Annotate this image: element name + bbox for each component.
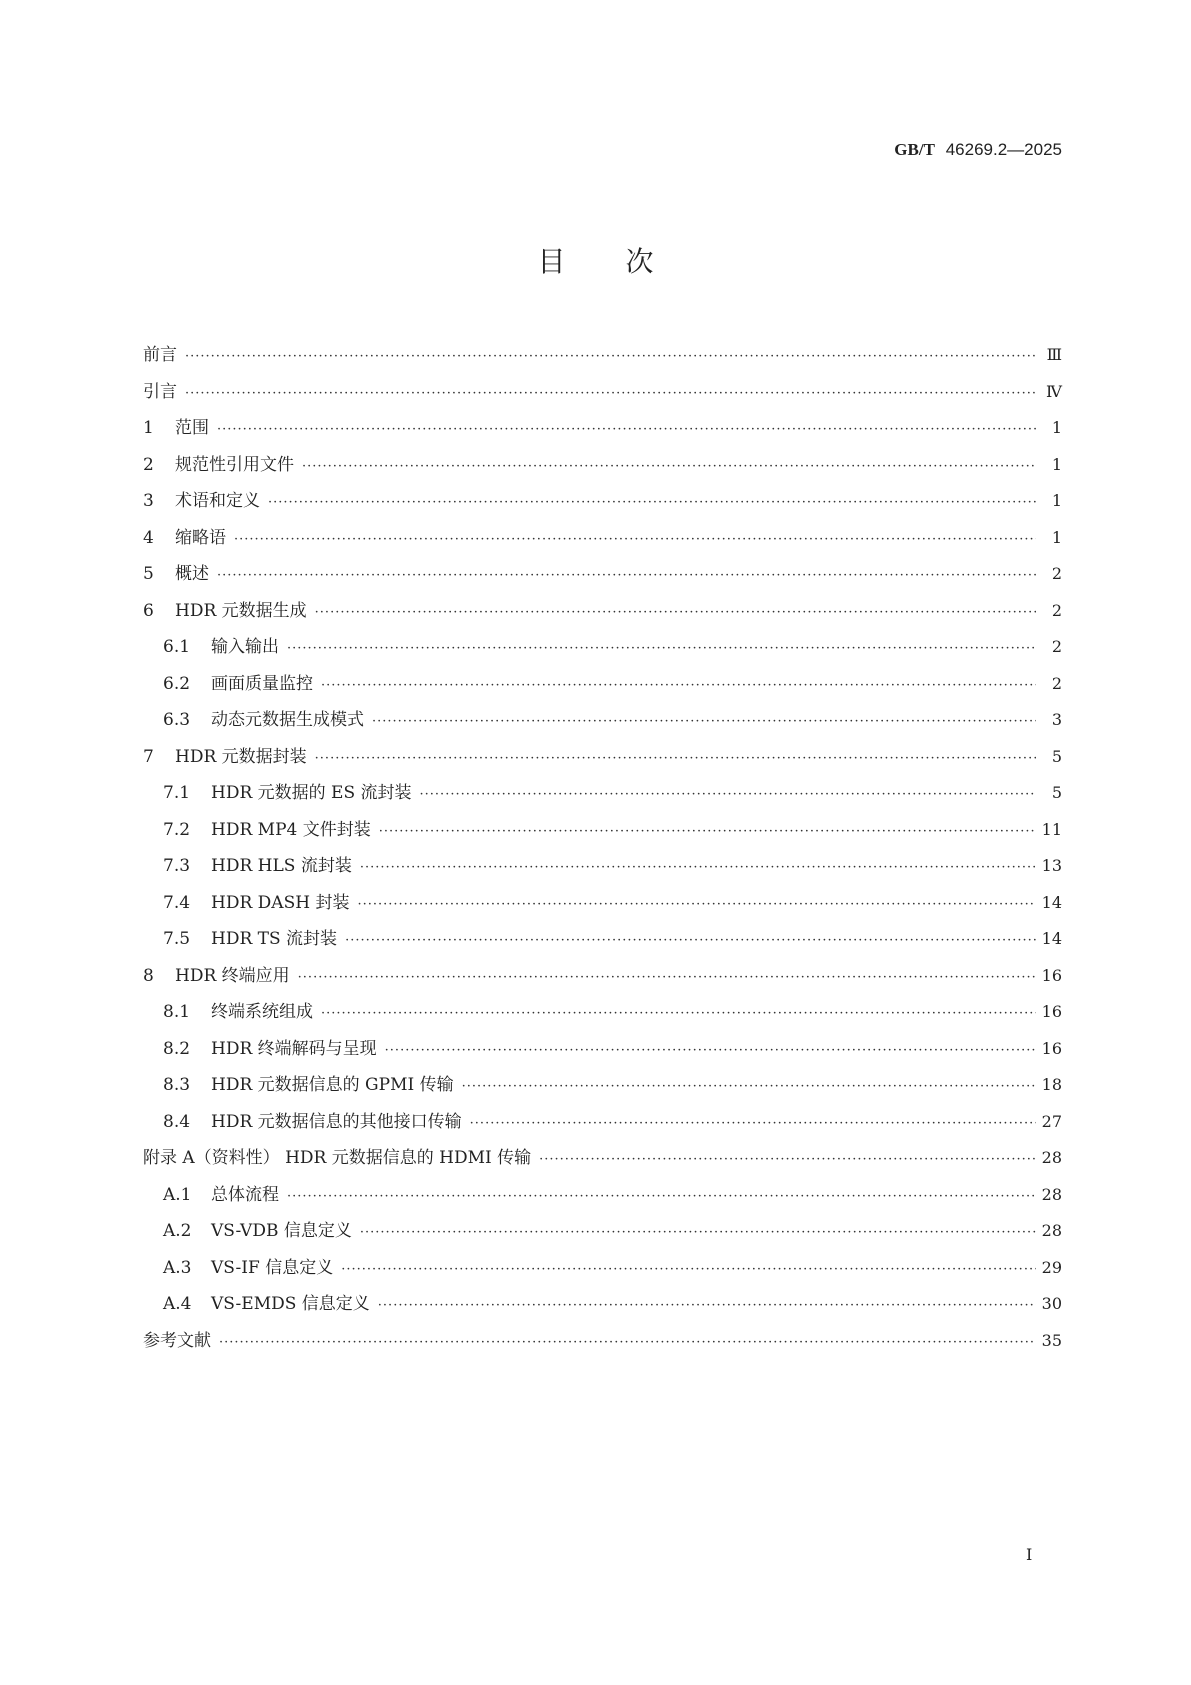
toc-entry-number: 6.1 bbox=[163, 637, 191, 657]
toc-entry[interactable] bbox=[143, 742, 1062, 779]
toc-entry-page: 18 bbox=[1041, 1075, 1062, 1094]
toc-entry-page: 2 bbox=[1051, 637, 1062, 656]
toc-entry-page: 16 bbox=[1041, 1038, 1062, 1058]
toc-entry-number: 8.3 bbox=[163, 1075, 191, 1095]
toc-entry[interactable] bbox=[143, 924, 1062, 961]
toc-entry-number: 6.2 bbox=[163, 673, 191, 694]
toc-entry-page: 28 bbox=[1041, 1221, 1062, 1240]
toc-entry-page: 30 bbox=[1041, 1294, 1062, 1313]
toc-entry[interactable] bbox=[143, 1070, 1062, 1107]
toc-entry[interactable] bbox=[143, 377, 1062, 414]
toc-entry-page: 1 bbox=[1051, 454, 1062, 474]
toc-entry-page: 14 bbox=[1041, 929, 1062, 948]
toc-entry-label: 画面质量监控 bbox=[211, 673, 313, 694]
toc-entry-number: A.2 bbox=[163, 1221, 192, 1241]
dot-leader bbox=[470, 1116, 1036, 1131]
toc-entry-number: A.3 bbox=[163, 1257, 192, 1278]
toc-entry-page: 11 bbox=[1041, 819, 1062, 839]
toc-entry[interactable] bbox=[143, 1143, 1062, 1180]
toc-entry-number: 6.3 bbox=[163, 710, 191, 730]
toc-entry[interactable] bbox=[143, 1180, 1062, 1217]
toc-entry-page: 1 bbox=[1051, 418, 1062, 437]
dot-leader bbox=[379, 824, 1036, 839]
toc-entry[interactable] bbox=[143, 669, 1062, 706]
dot-leader bbox=[185, 386, 1036, 401]
dot-leader bbox=[357, 897, 1035, 912]
toc-entry-label: 前言 bbox=[143, 345, 177, 365]
toc-entry-page: 35 bbox=[1041, 1330, 1062, 1350]
toc-entry-number: 2 bbox=[143, 454, 154, 475]
toc-entry-page: 2 bbox=[1051, 600, 1062, 620]
toc-entry-label: VS-EMDS 信息定义 bbox=[211, 1294, 370, 1314]
toc-entry[interactable] bbox=[143, 523, 1062, 560]
toc-entry-number: A.4 bbox=[163, 1294, 192, 1314]
toc-entry-number: 5 bbox=[143, 564, 154, 584]
toc-entry-label: 缩略语 bbox=[175, 527, 226, 548]
page-title: 目次 bbox=[537, 245, 714, 278]
toc-entry-page: Ⅲ bbox=[1046, 345, 1062, 364]
toc-entry-label: 引言 bbox=[143, 381, 177, 402]
dot-leader bbox=[539, 1152, 1036, 1167]
toc-entry-number: 7.2 bbox=[163, 819, 191, 840]
toc-entry-label: 参考文献 bbox=[143, 1330, 211, 1351]
dot-leader bbox=[219, 1335, 1036, 1350]
standard-number bbox=[894, 140, 1062, 160]
toc-entry-label: 输入输出 bbox=[211, 637, 279, 657]
dot-leader bbox=[341, 1262, 1035, 1277]
toc-entry[interactable] bbox=[143, 851, 1062, 888]
toc-entry-label: HDR MP4 文件封装 bbox=[211, 819, 371, 840]
dot-leader bbox=[315, 751, 1036, 766]
standard-prefix: GB/T bbox=[894, 140, 935, 159]
toc-entry-page: 1 bbox=[1051, 527, 1062, 547]
toc-entry-label: HDR 元数据生成 bbox=[175, 600, 307, 621]
toc-entry-number: 7.1 bbox=[163, 783, 191, 803]
dot-leader bbox=[420, 787, 1036, 802]
toc-entry[interactable] bbox=[143, 1289, 1062, 1326]
toc-entry[interactable] bbox=[143, 1326, 1062, 1363]
toc-entry[interactable] bbox=[143, 888, 1062, 925]
toc-entry-label: HDR 终端解码与呈现 bbox=[211, 1038, 377, 1059]
toc-entry-page: 2 bbox=[1051, 564, 1062, 583]
page-number: I bbox=[1026, 1545, 1033, 1564]
toc-entry-label: HDR 元数据封装 bbox=[175, 746, 307, 767]
toc-entry-page: 13 bbox=[1041, 856, 1062, 875]
toc-entry-label: HDR 元数据信息的 GPMI 传输 bbox=[211, 1075, 454, 1095]
toc-entry-page: 3 bbox=[1051, 710, 1062, 729]
dot-leader bbox=[287, 641, 1036, 656]
toc-entry[interactable] bbox=[143, 1253, 1062, 1290]
toc-entry-label: 范围 bbox=[175, 418, 209, 438]
toc-entry-number: 7 bbox=[143, 746, 154, 767]
toc-entry[interactable] bbox=[143, 997, 1062, 1034]
dot-leader bbox=[234, 532, 1036, 547]
dot-leader bbox=[185, 349, 1036, 364]
toc-entry[interactable] bbox=[143, 413, 1062, 450]
dot-leader bbox=[321, 678, 1036, 693]
toc-entry[interactable] bbox=[143, 705, 1062, 742]
toc-entry-label: 规范性引用文件 bbox=[175, 454, 294, 475]
toc-entry-page: 16 bbox=[1041, 965, 1062, 985]
toc-entry-label: 总体流程 bbox=[211, 1184, 279, 1205]
toc-entry-label: HDR DASH 封装 bbox=[211, 892, 350, 913]
toc-entry-number: 8 bbox=[143, 965, 154, 986]
toc-entry-number: 3 bbox=[143, 491, 154, 511]
toc-entry-number: A.1 bbox=[163, 1184, 192, 1205]
toc-entry-number: 8.4 bbox=[163, 1111, 191, 1132]
dot-leader bbox=[302, 459, 1036, 474]
toc-entry[interactable] bbox=[143, 1034, 1062, 1071]
dot-leader bbox=[217, 568, 1036, 583]
dot-leader bbox=[372, 714, 1036, 729]
toc-entry-number: 1 bbox=[143, 418, 154, 438]
toc-entry-page: Ⅳ bbox=[1046, 381, 1062, 401]
toc-entry[interactable] bbox=[143, 340, 1062, 377]
dot-leader bbox=[378, 1298, 1036, 1313]
toc-entry-label: 附录 A（资料性） HDR 元数据信息的 HDMI 传输 bbox=[143, 1148, 532, 1168]
toc-entry-label: HDR 元数据信息的其他接口传输 bbox=[211, 1111, 462, 1132]
toc-entry[interactable] bbox=[143, 596, 1062, 633]
toc-entry[interactable] bbox=[143, 486, 1062, 523]
toc-entry-label: 术语和定义 bbox=[175, 491, 260, 511]
toc-entry-page: 14 bbox=[1041, 892, 1062, 912]
standard-code: 46269.2—2025 bbox=[945, 140, 1062, 159]
toc-entry-label: 终端系统组成 bbox=[211, 1002, 313, 1022]
dot-leader bbox=[268, 495, 1036, 510]
toc-entry-label: 动态元数据生成模式 bbox=[211, 710, 364, 730]
toc-entry-page: 5 bbox=[1051, 783, 1062, 802]
toc-entry[interactable] bbox=[143, 632, 1062, 669]
toc-entry-label: VS-VDB 信息定义 bbox=[211, 1221, 352, 1241]
toc-entry-page: 28 bbox=[1041, 1148, 1062, 1167]
toc-entry-page: 1 bbox=[1051, 491, 1062, 510]
toc-entry-label: VS-IF 信息定义 bbox=[211, 1257, 334, 1278]
table-of-contents bbox=[143, 340, 1062, 1362]
toc-entry-page: 28 bbox=[1041, 1184, 1062, 1204]
toc-entry-label: HDR TS 流封装 bbox=[211, 929, 338, 949]
toc-entry[interactable] bbox=[143, 450, 1062, 487]
toc-entry[interactable] bbox=[143, 961, 1062, 998]
toc-entry-page: 27 bbox=[1041, 1111, 1062, 1131]
toc-entry[interactable] bbox=[143, 1107, 1062, 1144]
dot-leader bbox=[298, 970, 1036, 985]
toc-entry-page: 29 bbox=[1041, 1257, 1062, 1277]
toc-entry-number: 8.1 bbox=[163, 1002, 191, 1022]
dot-leader bbox=[385, 1043, 1036, 1058]
toc-entry[interactable] bbox=[143, 559, 1062, 596]
toc-entry[interactable] bbox=[143, 1216, 1062, 1253]
dot-leader bbox=[321, 1006, 1036, 1021]
toc-entry-number: 8.2 bbox=[163, 1038, 191, 1059]
toc-entry-page: 2 bbox=[1051, 673, 1062, 693]
dot-leader bbox=[360, 1225, 1036, 1240]
toc-entry-page: 5 bbox=[1051, 746, 1062, 766]
dot-leader bbox=[217, 422, 1036, 437]
dot-leader bbox=[345, 933, 1036, 948]
toc-entry-label: HDR 元数据的 ES 流封装 bbox=[211, 783, 412, 803]
toc-entry-number: 6 bbox=[143, 600, 154, 621]
toc-entry-label: 概述 bbox=[175, 564, 209, 584]
dot-leader bbox=[360, 860, 1036, 875]
toc-entry-number: 7.5 bbox=[163, 929, 191, 949]
dot-leader bbox=[287, 1189, 1036, 1204]
toc-entry[interactable] bbox=[143, 778, 1062, 815]
toc-entry-number: 4 bbox=[143, 527, 154, 548]
dot-leader bbox=[462, 1079, 1036, 1094]
toc-entry-page: 16 bbox=[1041, 1002, 1062, 1021]
dot-leader bbox=[315, 605, 1036, 620]
toc-entry-number: 7.3 bbox=[163, 856, 191, 876]
toc-entry-label: HDR HLS 流封装 bbox=[211, 856, 352, 876]
toc-entry-label: HDR 终端应用 bbox=[175, 965, 290, 986]
toc-entry[interactable] bbox=[143, 815, 1062, 852]
toc-entry-number: 7.4 bbox=[163, 892, 191, 913]
